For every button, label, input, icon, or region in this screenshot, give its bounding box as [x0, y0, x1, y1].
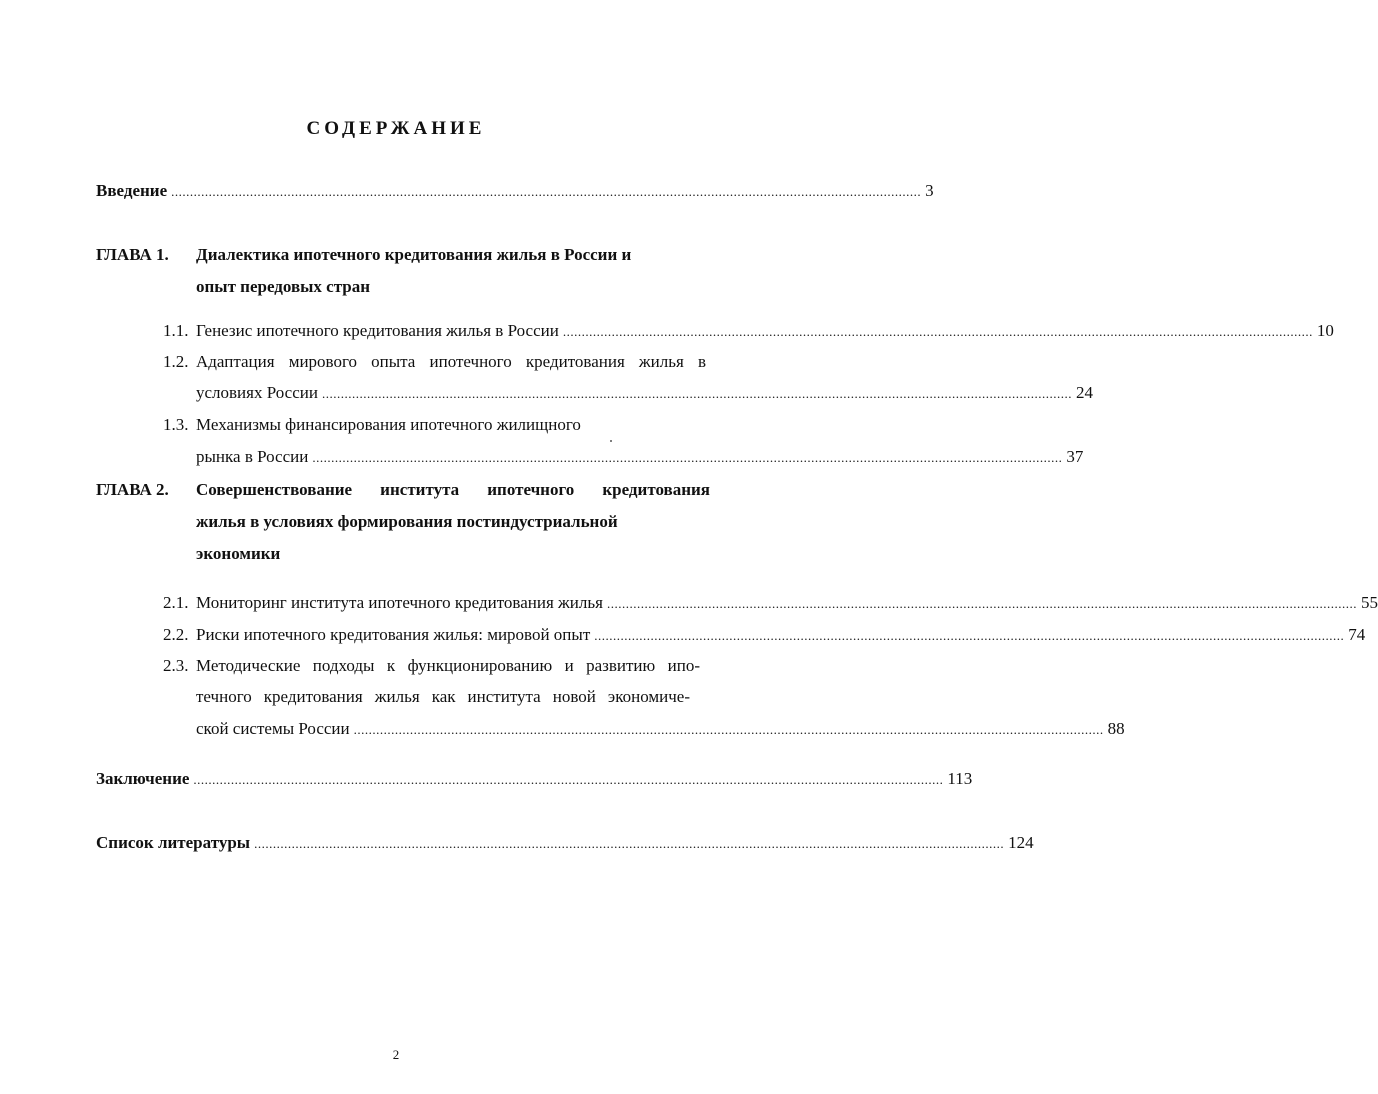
chapter-2-title-line-3[interactable]: экономики: [196, 544, 281, 563]
page-title: СОДЕРЖАНИЕ: [306, 118, 486, 139]
dot-leader: ........................................................................................................................................................................................................: [193, 772, 944, 787]
toc-entry-label: Генезис ипотечного кредитования жилья в России: [196, 321, 559, 340]
section-1-2-title-line-1[interactable]: Адаптация мирового опыта ипотечного кредитования жилья в: [196, 352, 706, 371]
dot-leader: ........................................................................................................................................................................................................: [562, 324, 1313, 339]
toc-entry-section-1-2[interactable]: [196, 382, 1093, 405]
toc-entry-label: Список литературы: [96, 833, 251, 852]
toc-entry-references[interactable]: [96, 832, 1034, 855]
section-1-3-title-line-1[interactable]: Механизмы финансирования ипотечного жилищного: [196, 415, 581, 434]
toc-page-number: 24: [1075, 383, 1093, 402]
toc-page-number: 10: [1316, 321, 1334, 340]
dot-leader: ........................................................................................................................................................................................................: [353, 722, 1104, 737]
toc-page-number: 74: [1348, 625, 1366, 644]
toc-entry-label: ской системы России: [196, 719, 350, 738]
page-number: 2: [392, 1047, 400, 1062]
toc-page-number: 55: [1360, 593, 1378, 612]
chapter-2-title-line-2[interactable]: жилья в условиях формирования постиндустриальной: [196, 512, 618, 531]
dot-leader: ........................................................................................................................................................................................................: [312, 450, 1063, 465]
chapter-2-title-line-1[interactable]: Совершенствование института ипотечного кредитования: [196, 480, 710, 499]
toc-entry-label: Мониторинг института ипотечного кредитования жилья: [196, 593, 603, 612]
section-2-1-number: 2.1.: [163, 593, 189, 612]
scan-speck: [610, 440, 612, 442]
toc-page-number: 37: [1066, 447, 1084, 466]
section-1-1-number: 1.1.: [163, 321, 189, 340]
toc-entry-label: Введение: [96, 181, 168, 200]
toc-page-number: 113: [947, 769, 973, 788]
section-1-2-number: 1.2.: [163, 352, 189, 371]
dot-leader: ........................................................................................................................................................................................................: [606, 596, 1357, 611]
toc-entry-label: условиях России: [196, 383, 318, 402]
section-2-3-title-line-2[interactable]: течного кредитования жилья как института новой экономиче-: [196, 687, 690, 706]
dot-leader: ........................................................................................................................................................................................................: [321, 386, 1072, 401]
chapter-1-label: ГЛАВА 1.: [96, 245, 169, 264]
toc-entry-label: Заключение: [96, 769, 190, 788]
toc-entry-section-2-1[interactable]: [196, 592, 1378, 615]
dot-leader: ........................................................................................................................................................................................................: [171, 184, 922, 199]
section-2-2-number: 2.2.: [163, 625, 189, 644]
toc-entry-section-1-1[interactable]: [196, 320, 1334, 343]
toc-page-number: 88: [1107, 719, 1125, 738]
section-1-3-number: 1.3.: [163, 415, 189, 434]
toc-entry-label: Риски ипотечного кредитования жилья: мировой опыт: [196, 625, 591, 644]
dot-leader: ........................................................................................................................................................................................................: [594, 628, 1345, 643]
toc-page-number: 3: [925, 181, 934, 200]
toc-entry-introduction[interactable]: [96, 180, 934, 203]
toc-entry-label: рынка в России: [196, 447, 309, 466]
dot-leader: ........................................................................................................................................................................................................: [254, 836, 1005, 851]
toc-entry-section-2-2[interactable]: [196, 624, 1366, 647]
section-2-3-number: 2.3.: [163, 656, 189, 675]
toc-entry-conclusion[interactable]: [96, 768, 973, 791]
chapter-1-title-line-1[interactable]: Диалектика ипотечного кредитования жилья в России и: [196, 245, 632, 264]
chapter-1-title-line-2[interactable]: опыт передовых стран: [196, 277, 371, 296]
chapter-2-label: ГЛАВА 2.: [96, 480, 169, 499]
section-2-3-title-line-1[interactable]: Методические подходы к функционированию и развитию ипо-: [196, 656, 700, 675]
toc-entry-section-2-3[interactable]: [196, 718, 1125, 741]
toc-page-number: 124: [1008, 833, 1034, 852]
toc-entry-section-1-3[interactable]: [196, 446, 1084, 469]
